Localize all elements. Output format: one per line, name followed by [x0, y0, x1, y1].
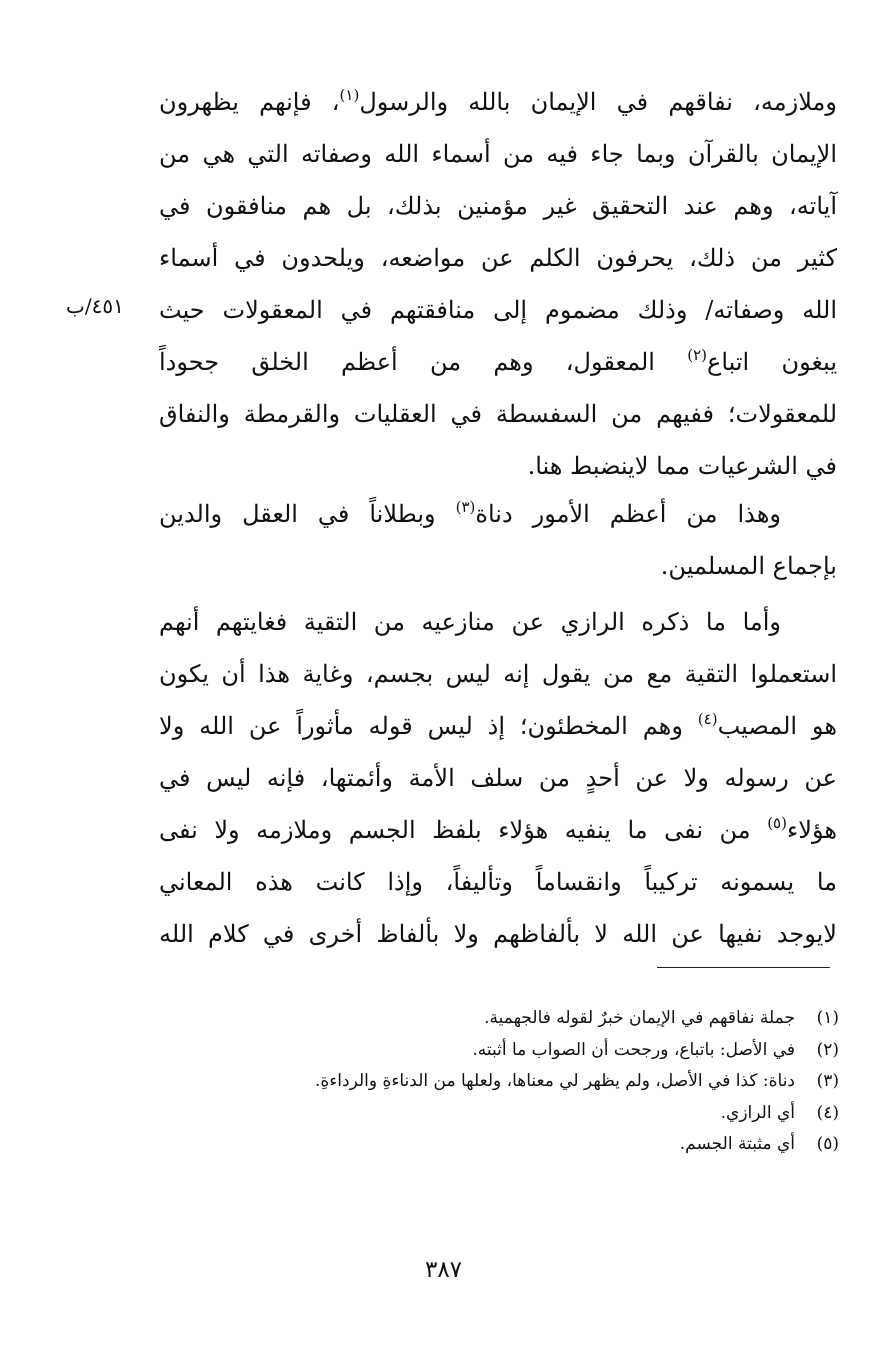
- footnote-number: (٤): [816, 1102, 839, 1123]
- footnote-item: [139, 1066, 839, 1098]
- footnote-text: أي مثبتة الجسم.: [679, 1134, 795, 1154]
- footnote-ref-4: (٤): [697, 710, 718, 728]
- text-line: لايوجد نفيها عن الله لا بألفاظهم ولا بألفاظ أخرى في كلام الله: [159, 920, 837, 948]
- text-line: وأما ما ذكره الرازي عن منازعيه من التقية فغايتهم أنهم: [159, 608, 781, 636]
- text-segment: وهذا من أعظم الأمور دناة: [475, 500, 781, 528]
- footnote-text: أي الرازي.: [720, 1102, 795, 1123]
- footnote-item: [139, 1129, 839, 1161]
- text-segment: المعقول، وهم من أعظم الخلق جحوداً: [159, 348, 688, 376]
- text-segment: وملازمه، نفاقهم في الإيمان بالله والرسول: [359, 88, 838, 116]
- text-line: [159, 804, 837, 856]
- text-segment: يبغون اتباع: [707, 348, 838, 376]
- text-line: للمعقولات؛ ففيهم من السفسطة في العقليات والقرمطة والنفاق: [159, 400, 837, 428]
- manuscript-folio-note: ٤٥١/ب: [66, 294, 124, 318]
- footnote-ref-2: (٢): [687, 346, 707, 364]
- footnote-number: (٣): [816, 1071, 839, 1091]
- text-line: الإيمان بالقرآن وبما جاء فيه من أسماء الله وصفاته التي هي من: [159, 140, 837, 168]
- footnote-item: [139, 1003, 839, 1035]
- text-segment: من نفى ما ينفيه هؤلاء بلفظ الجسم وملازمه ولا نفى: [159, 816, 768, 844]
- text-line: في الشرعيات مما لاينضبط هنا.: [527, 452, 837, 480]
- text-line: آياته، وهم عند التحقيق غير مؤمنين بذلك، بل هم منافقون في: [159, 192, 838, 220]
- text-line: استعملوا التقية مع من يقول إنه ليس بجسم، وغاية هذا أن يكون: [159, 660, 838, 688]
- text-line: ما يسمونه تركيباً وانقساماً وتأليفاً، وإذا كانت هذه المعاني: [159, 868, 837, 896]
- text-line: كثير من ذلك، يحرفون الكلم عن مواضعه، ويلحدون في أسماء: [159, 244, 837, 272]
- footnote-number: (٢): [816, 1039, 839, 1060]
- footnote-text: في الأصل: باتباع، ورجحت أن الصواب ما أثبته.: [472, 1039, 795, 1060]
- text-line: [159, 336, 837, 388]
- footnote-ref-3: (٣): [455, 498, 476, 516]
- footnote-separator: [657, 967, 830, 968]
- text-segment: هو المصيب: [717, 712, 837, 740]
- text-line: [159, 700, 837, 752]
- footnote-item: [139, 1035, 839, 1067]
- text-segment: هؤلاء: [786, 816, 837, 844]
- text-line: بإجماع المسلمين.: [660, 552, 837, 580]
- text-line: [159, 488, 837, 540]
- page-number: ٣٨٧: [424, 1257, 463, 1283]
- text-segment: وبطلاناً في العقل والدين: [159, 500, 456, 528]
- text-segment: ، فإنهم يظهرون: [159, 88, 340, 116]
- paragraph-1: [159, 76, 837, 492]
- footnotes: [139, 1003, 839, 1161]
- paragraph-3: [159, 596, 837, 960]
- footnote-text: دناة: كذا في الأصل، ولم يظهر لي معناها، ولعلها من الدناءةِ والرداءةِ.: [314, 1071, 795, 1091]
- text-segment: وهم المخطئون؛ إذ ليس قوله مأثوراً عن الله ولا: [159, 712, 698, 740]
- footnote-ref-5: (٥): [767, 814, 787, 832]
- footnote-number: (١): [816, 1008, 839, 1028]
- footnote-text: جملة نفاقهم في الإيمان خبرٌ لقوله فالجهمية.: [484, 1008, 795, 1028]
- footnote-number: (٥): [816, 1134, 839, 1154]
- footnote-ref-1: (١): [339, 86, 360, 104]
- text-line: الله وصفاته/ وذلك مضموم إلى منافقتهم في المعقولات حيث: [159, 296, 837, 324]
- footnote-item: [139, 1098, 839, 1130]
- text-line: [159, 76, 837, 128]
- text-line: عن رسوله ولا عن أحدٍ من سلف الأمة وأئمتها، فإنه ليس في: [159, 764, 837, 792]
- paragraph-2: [159, 488, 837, 592]
